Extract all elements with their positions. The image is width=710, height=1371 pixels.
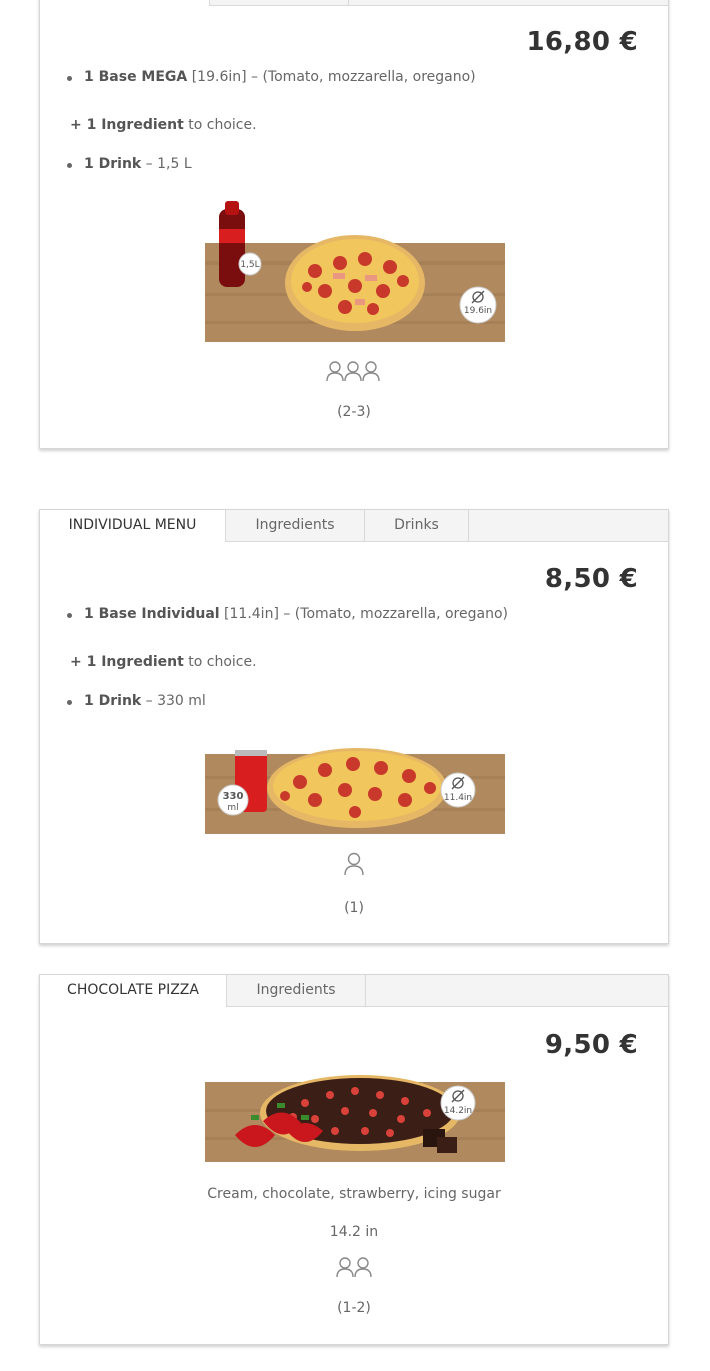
ingredient-item: + 1 Ingredient to choice. — [70, 117, 257, 133]
tab-individual-menu[interactable]: INDIVIDUAL MENU — [40, 510, 226, 542]
tab-drinks[interactable] — [349, 0, 670, 5]
person-outline-icon — [337, 1258, 371, 1277]
drink-item: 1 Drink – 330 ml — [84, 693, 206, 709]
menu-image — [205, 742, 505, 834]
people-count: (1-2) — [337, 1300, 371, 1316]
price: 16,80 € — [526, 27, 638, 57]
size: 14.2 in — [329, 1224, 379, 1240]
svg-text:11.4in: 11.4in — [443, 793, 473, 803]
menu-card-individual — [39, 509, 669, 944]
people-count: (2-3) — [337, 404, 371, 420]
tab-bar — [40, 510, 668, 542]
menu-image — [205, 201, 505, 342]
svg-text:1,5L: 1,5L — [240, 260, 260, 270]
tab-mega-menu[interactable] — [40, 0, 210, 6]
tab-bar — [40, 975, 668, 1007]
svg-text:330: 330 — [222, 791, 244, 802]
menu-card-mega — [39, 0, 669, 449]
tab-bar — [40, 0, 668, 6]
svg-text:19.6in: 19.6in — [463, 306, 493, 316]
menu-card-chocolate — [39, 974, 669, 1345]
tab-chocolate-pizza[interactable]: CHOCOLATE PIZZA — [40, 975, 227, 1007]
base-item: 1 Base Individual [11.4in] – (Tomato, mozzarella, oregano) — [84, 606, 508, 622]
people-count: (1) — [344, 900, 364, 916]
person-outline-icon — [327, 362, 379, 381]
svg-text:ml: ml — [227, 803, 239, 813]
person-outline-icon — [345, 854, 363, 876]
description: Cream, chocolate, strawberry, icing sugar — [207, 1186, 501, 1202]
tab-ingredients[interactable]: Ingredients — [227, 975, 366, 1006]
price: 9,50 € — [544, 1030, 638, 1060]
base-item: 1 Base MEGA [19.6in] – (Tomato, mozzarella, oregano) — [84, 69, 476, 85]
svg-text:14.2in: 14.2in — [443, 1106, 473, 1116]
drink-item: 1 Drink – 1,5 L — [84, 156, 192, 172]
tab-ingredients[interactable]: Ingredients — [226, 510, 365, 541]
people-icons — [40, 1257, 668, 1283]
people-icons — [40, 852, 668, 880]
ingredient-item: + 1 Ingredient to choice. — [70, 654, 257, 670]
price: 8,50 € — [544, 564, 638, 594]
tab-ingredients[interactable] — [210, 0, 349, 5]
tab-drinks[interactable]: Drinks — [365, 510, 469, 541]
menu-image — [205, 1073, 505, 1162]
people-icons — [40, 361, 668, 387]
